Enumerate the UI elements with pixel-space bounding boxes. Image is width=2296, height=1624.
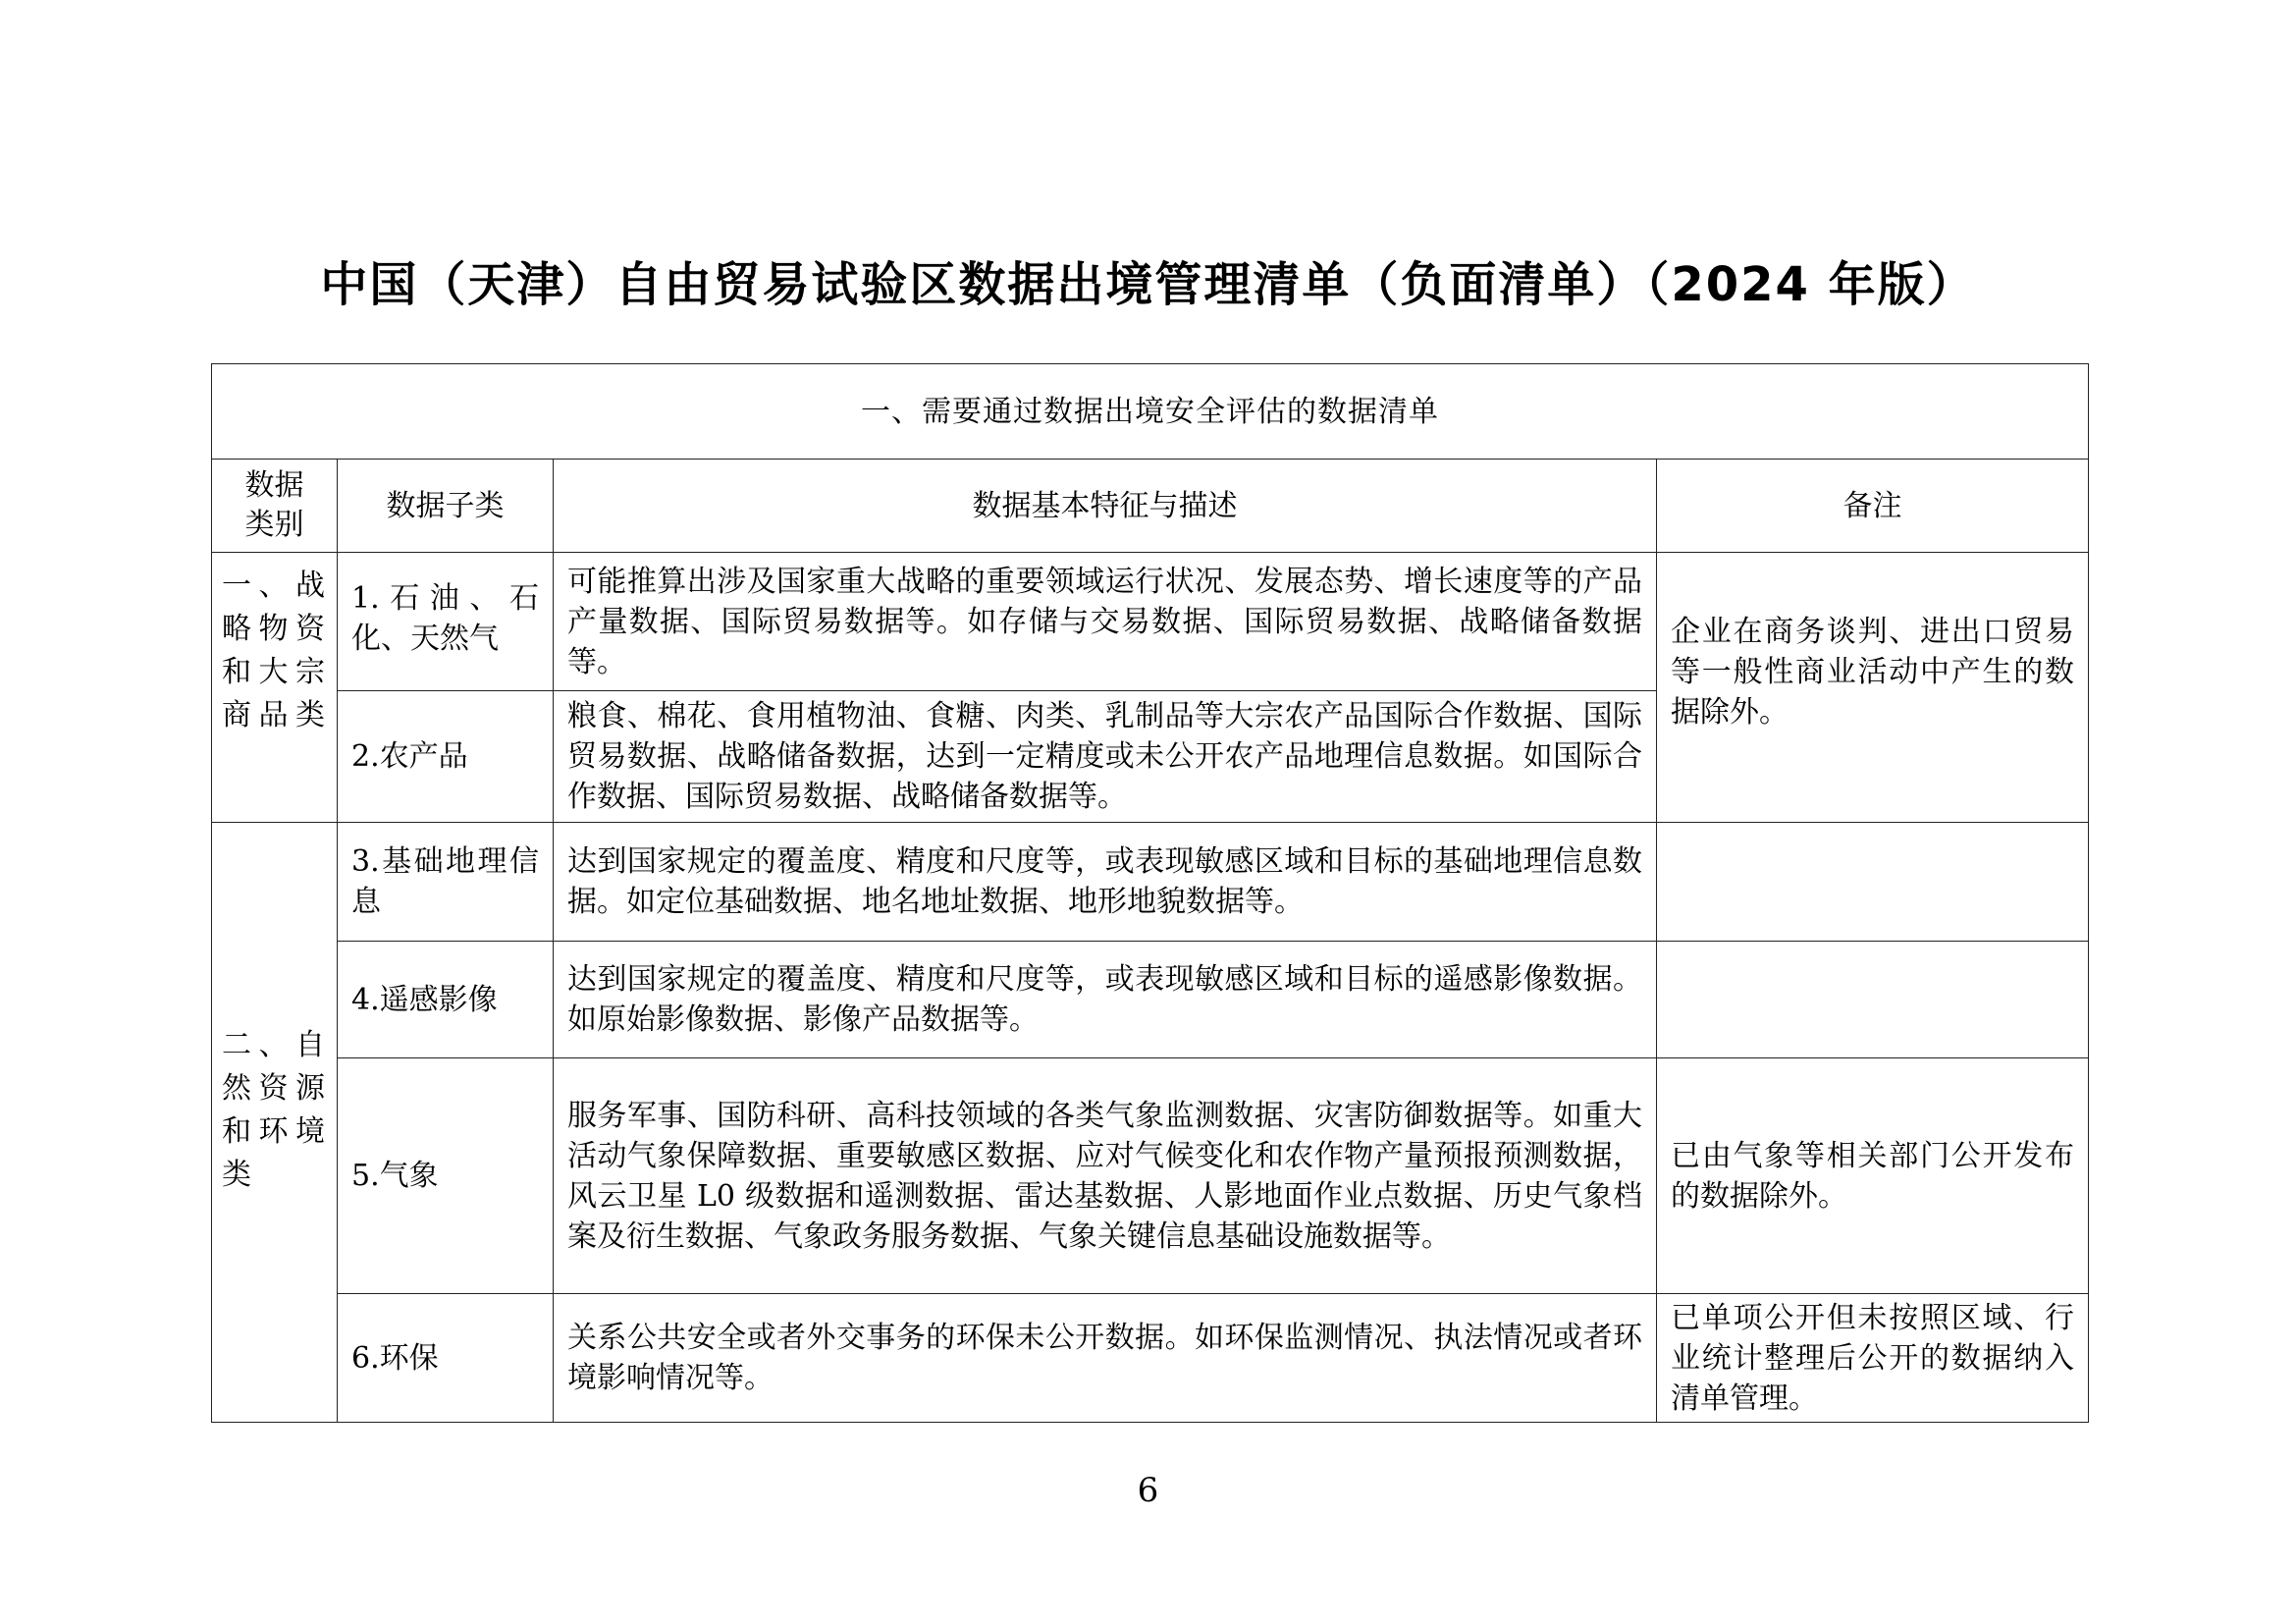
description-cell: 服务军事、国防科研、高科技领域的各类气象监测数据、灾害防御数据等。如重大活动气象保障数据、重要敏感区数据、应对气候变化和农作物产量预报预测数据，风云卫星 L0 级数据和遥测数据、雷达基数据、人影地面作业点数据、历史气象档案及衍生数据、气象政务服务数据、气象关键信息基础设施数据等。 — [554, 1058, 1657, 1294]
description-cell: 粮食、棉花、食用植物油、食糖、肉类、乳制品等大宗农产品国际合作数据、国际贸易数据、战略储备数据，达到一定精度或未公开农产品地理信息数据。如国际合作数据、国际贸易数据、战略储备数据等。 — [554, 691, 1657, 823]
note-cell: 企业在商务谈判、进出口贸易等一般性商业活动中产生的数据除外。 — [1657, 553, 2089, 823]
subcategory-cell: 6.环保 — [338, 1294, 554, 1423]
section-header: 一、需要通过数据出境安全评估的数据清单 — [212, 364, 2089, 460]
description-cell: 可能推算出涉及国家重大战略的重要领域运行状况、发展态势、增长速度等的产品产量数据、国际贸易数据等。如存储与交易数据、国际贸易数据、战略储备数据等。 — [554, 553, 1657, 691]
column-header-subcategory: 数据子类 — [338, 460, 554, 553]
category-label: 二、自然资源和环境类 — [222, 1028, 327, 1192]
negative-list-table — [211, 363, 2089, 1423]
subcategory-cell: 4.遥感影像 — [338, 942, 554, 1058]
subcategory-cell: 5.气象 — [338, 1058, 554, 1294]
subcategory-cell: 1.石油、石化、天然气 — [338, 553, 554, 691]
subcategory-cell: 3.基础地理信息 — [338, 823, 554, 942]
category-cell-natural-resources — [212, 823, 338, 1423]
table-row — [212, 823, 2089, 942]
category-cell-strategic — [212, 553, 338, 823]
column-header-category-label: 数据 类别 — [244, 468, 304, 542]
description-cell: 关系公共安全或者外交事务的环保未公开数据。如环保监测情况、执法情况或者环境影响情况等。 — [554, 1294, 1657, 1423]
table-row — [212, 1294, 2089, 1423]
document-title: 中国（天津）自由贸易试验区数据出境管理清单（负面清单）（2024 年版） — [320, 257, 1976, 312]
table-row — [212, 1058, 2089, 1294]
column-header-note: 备注 — [1657, 460, 2089, 553]
table-row — [212, 553, 2089, 691]
note-cell — [1657, 942, 2089, 1058]
description-cell: 达到国家规定的覆盖度、精度和尺度等，或表现敏感区域和目标的遥感影像数据。如原始影像数据、影像产品数据等。 — [554, 942, 1657, 1058]
table-row — [212, 942, 2089, 1058]
note-cell: 已单项公开但未按照区域、行业统计整理后公开的数据纳入清单管理。 — [1657, 1294, 2089, 1423]
category-label: 一、战略物资和大宗商品类 — [222, 568, 327, 732]
column-header-description: 数据基本特征与描述 — [554, 460, 1657, 553]
page-number: 6 — [1137, 1471, 1159, 1510]
subcategory-cell: 2.农产品 — [338, 691, 554, 823]
description-cell: 达到国家规定的覆盖度、精度和尺度等，或表现敏感区域和目标的基础地理信息数据。如定位基础数据、地名地址数据、地形地貌数据等。 — [554, 823, 1657, 942]
column-header-category — [212, 460, 338, 553]
note-cell: 已由气象等相关部门公开发布的数据除外。 — [1657, 1058, 2089, 1294]
note-cell — [1657, 823, 2089, 942]
